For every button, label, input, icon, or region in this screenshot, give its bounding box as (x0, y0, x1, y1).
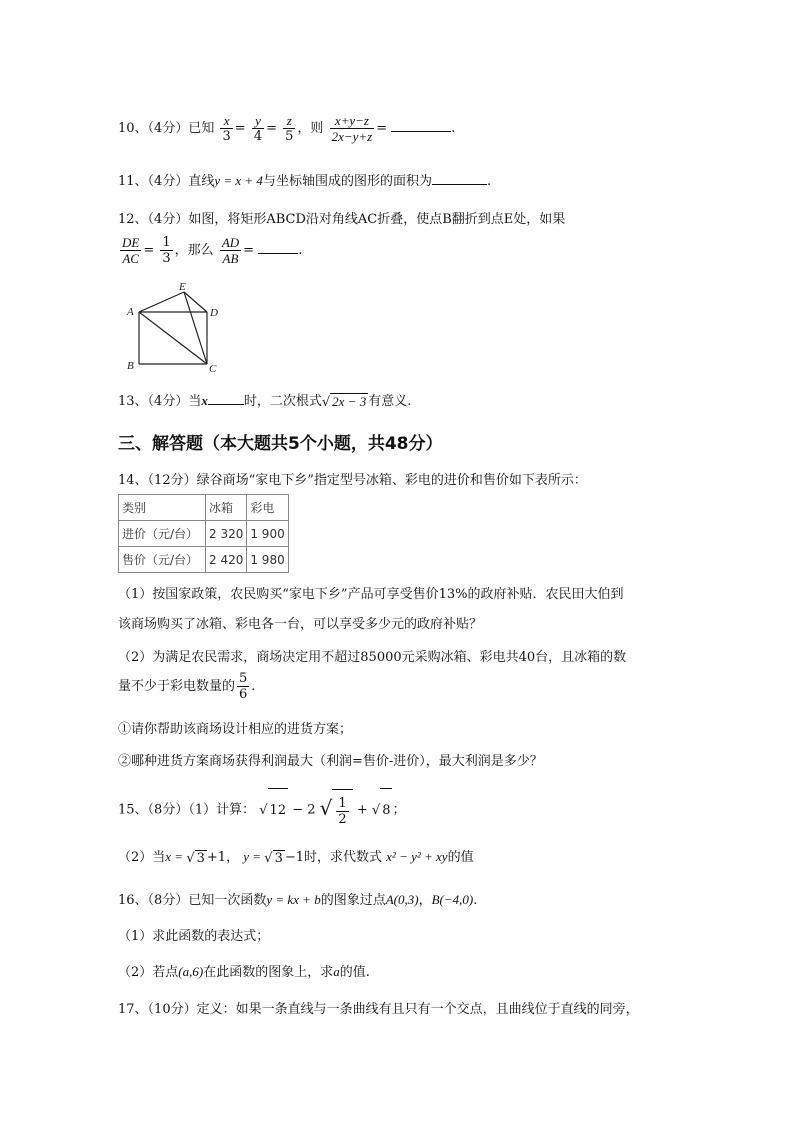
label-a: A (127, 306, 134, 318)
question-15-part2: （2）当x = √ 3 +1， y = √ 3 −1时，求代数式 x² − y² + xy的值 (118, 849, 474, 866)
segment-ec (184, 292, 207, 364)
question-16-sub2: （2）若点(a,6)在此函数的图象上，求a的值. (118, 964, 370, 980)
question-16-sub1: （1）求此函数的表达式； (118, 929, 270, 944)
question-14-part2-line1: （2）为满足农民需求，商场决定用不超过85000元采购冰箱、彩电共40台，且冰箱的数 (118, 650, 627, 665)
question-12-ratio: $\frac{DE}{AC}$ = $\frac{1}{3}$ ，那么 $\frac{AD}{AB}$ = . (122, 235, 303, 266)
fraction-five-sixths: $\frac{5}{6}$ (239, 671, 248, 702)
question-16: 16、（8分）已知一次函数y = kx + b的图象过点A(0,3)，B(−4,0). (118, 892, 478, 908)
fraction-ad-ab: $\frac{AD}{AB}$ (221, 235, 240, 266)
fraction-de-ac: $\frac{DE}{AC}$ (122, 235, 140, 266)
sqrt-expression: √ 2x − 3 (321, 394, 367, 410)
question-17: 17、（10分）定义：如果一条直线与一条曲线有且只有一个交点，且曲线位于直线的同旁， (118, 1002, 639, 1017)
segment-ac (139, 312, 207, 364)
question-13: 13、（4分）当x 时，二次根式√ 2x − 3 有意义. (118, 393, 412, 410)
table-cell: 1 980 (247, 547, 288, 573)
table-row (119, 521, 289, 547)
table-cell: 进价（元/台） (119, 521, 206, 547)
segment-ae (139, 292, 184, 312)
question-10: 10、（4分）已知 $\frac{x}{3}$ = $\frac{y}{4}$ = $\frac{z}{5}$ ，则 $\frac{x+y-z}{2x-y+z}$ = . (118, 113, 456, 144)
sqrt-12: √ 12 (259, 788, 288, 833)
fraction-y-4: $\frac{y}{4}$ (253, 113, 263, 144)
question-14-part2-line2: 量不少于彩电数量的 $\frac{5}{6}$ . (118, 671, 256, 702)
answer-blank (391, 119, 451, 132)
table-header-row (119, 495, 289, 521)
answer-blank (208, 392, 244, 405)
table-cell: 2 320 (206, 521, 247, 547)
sqrt-8: √ 8 (372, 788, 393, 833)
question-14-sub2: ②哪种进货方案商场获得利润最大（利润=售价-进价），最大利润是多少？ (118, 754, 543, 769)
label-b: B (127, 360, 134, 372)
line-equation: y = x + 4 (214, 173, 263, 188)
table-cell: 2 420 (206, 547, 247, 573)
table-row (119, 547, 289, 573)
question-14-part1-line2: 该商场购买了冰箱、彩电各一台，可以享受多少元的政府补贴？ (118, 617, 483, 632)
question-11: 11、（4分）直线y = x + 4与坐标轴围成的图形的面积为 . (118, 173, 492, 189)
label-d: D (210, 307, 218, 319)
fraction-expression: $\frac{x+y-z}{2x-y+z}$ (331, 113, 373, 144)
fraction-x-3: $\frac{x}{3}$ (222, 113, 231, 144)
answer-blank (258, 241, 298, 254)
question-14-part1-line1: （1）按国家政策，农民购买“家电下乡”产品可享受售价13%的政府补贴．农民田大伯到 (118, 587, 624, 602)
question-14-intro: 14、（12分）绿谷商场“家电下乡”指定型号冰箱、彩电的进价和售价如下表所示： (118, 473, 587, 488)
header-tv: 彩电 (247, 495, 288, 521)
question-12: 12、（4分）如图，将矩形ABCD沿对角线AC折叠，使点B翻折到点E处，如果 (118, 212, 566, 227)
question-14-sub1: ①请你帮助该商场设计相应的进货方案； (118, 722, 353, 737)
sqrt-one-half: √ $\frac{1}{2}$ (320, 786, 353, 834)
rectangle-fold-figure (122, 280, 232, 375)
header-fridge: 冰箱 (206, 495, 247, 521)
label-e: E (179, 281, 186, 293)
question-15-part1: 15、（8分）（1）计算： √ 12 − 2 √ $\frac{1}{2}$ + √ 8 ； (118, 786, 405, 834)
question-number: 10、（4分） (118, 121, 189, 136)
fraction-one-third: $\frac{1}{3}$ (162, 235, 171, 266)
label-c: C (209, 363, 217, 375)
fraction-z-5: $\frac{z}{5}$ (285, 113, 294, 144)
header-category: 类别 (119, 495, 206, 521)
table-cell: 售价（元/台） (119, 547, 206, 573)
answer-blank (432, 172, 487, 185)
section-title: 三、解答题（本大题共5个小题，共48分） (118, 434, 443, 454)
table-cell: 1 900 (247, 521, 288, 547)
algebraic-expression: x² − y² + xy (386, 849, 448, 864)
price-table (118, 494, 289, 573)
